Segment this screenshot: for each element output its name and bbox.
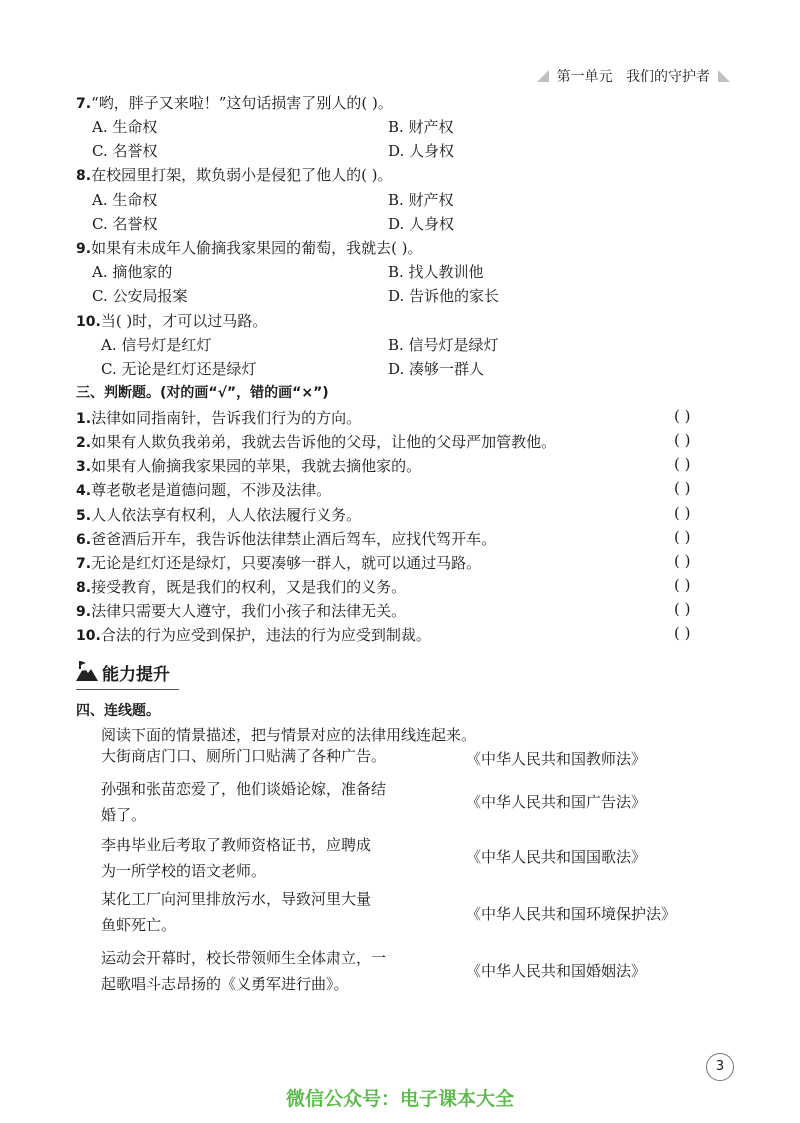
mountain-icon [76, 661, 98, 685]
judge-item: 8.接受教育，既是我们的权利，又是我们的义务。 [76, 578, 407, 596]
scene-item[interactable]: 运动会开幕时，校长带领师生全体肃立，一 起歌唱斗志昂扬的《义勇军进行曲》。 [101, 949, 387, 993]
ability-title: 能力提升 [102, 665, 170, 685]
option: D. 人身权 [388, 142, 455, 160]
question-10: 10.当( )时，才可以过马路。 [76, 312, 268, 330]
page-header [537, 66, 730, 86]
question-text: “哟，胖子又来啦！”这句话损害了别人的( )。 [91, 94, 393, 112]
law-item[interactable]: 《中华人民共和国环境保护法》 [466, 905, 677, 923]
option: C. 无论是红灯还是绿灯 [101, 360, 257, 378]
section-title: 四、连线题。 [76, 703, 160, 719]
question-7: 7.“哟，胖子又来啦！”这句话损害了别人的( )。 [76, 94, 393, 112]
answer-blank[interactable]: ( ) [674, 455, 691, 473]
judge-item: 1.法律如同指南针，告诉我们行为的方向。 [76, 409, 362, 427]
judge-item: 4.尊老敬老是道德问题，不涉及法律。 [76, 481, 332, 499]
law-item[interactable]: 《中华人民共和国婚姻法》 [466, 962, 647, 980]
page-number: 3 [706, 1053, 734, 1081]
judge-item: 5.人人依法享有权利，人人依法履行义务。 [76, 506, 362, 524]
law-item[interactable]: 《中华人民共和国教师法》 [466, 750, 647, 768]
option: A. 摘他家的 [92, 263, 173, 281]
question-text: 如果有未成年人偷摘我家果园的葡萄，我就去( )。 [91, 239, 423, 257]
instruction: 阅读下面的情景描述，把与情景对应的法律用线连起来。 [101, 726, 477, 744]
judge-item: 2.如果有人欺负我弟弟，我就去告诉他的父母，让他的父母严加管教他。 [76, 433, 557, 451]
option: C. 名誉权 [92, 215, 158, 233]
option: D. 人身权 [388, 215, 455, 233]
ability-heading [76, 660, 170, 685]
option: A. 生命权 [92, 118, 158, 136]
section-title: 三、判断题。(对的画“√”，错的画“×”) [76, 385, 329, 401]
judge-item: 3.如果有人偷摘我家果园的苹果，我就去摘他家的。 [76, 457, 422, 475]
judge-item: 7.无论是红灯还是绿灯，只要凑够一群人，就可以通过马路。 [76, 554, 482, 572]
answer-blank[interactable]: ( ) [674, 576, 691, 594]
law-item[interactable]: 《中华人民共和国广告法》 [466, 793, 647, 811]
question-text: 在校园里打架，欺负弱小是侵犯了他人的( )。 [91, 166, 393, 184]
answer-blank[interactable]: ( ) [674, 479, 691, 497]
option: A. 信号灯是红灯 [101, 336, 212, 354]
option: C. 名誉权 [92, 142, 158, 160]
question-text: 当( )时，才可以过马路。 [100, 312, 268, 330]
option: A. 生命权 [92, 191, 158, 209]
scene-item[interactable]: 李冉毕业后考取了教师资格证书，应聘成 为一所学校的语文老师。 [101, 836, 372, 880]
judge-item: 9.法律只需要大人遵守，我们小孩子和法律无关。 [76, 602, 407, 620]
judge-item: 10.合法的行为应受到保护，违法的行为应受到制裁。 [76, 626, 431, 644]
option: B. 财产权 [388, 118, 454, 136]
judge-item: 6.爸爸酒后开车，我告诉他法律禁止酒后驾车，应找代驾开车。 [76, 530, 497, 548]
scene-item[interactable]: 某化工厂向河里排放污水，导致河里大量 鱼虾死亡。 [101, 890, 372, 934]
scene-item[interactable]: 孙强和张苗恋爱了，他们谈婚论嫁，准备结 婚了。 [101, 780, 387, 824]
footer-watermark: 微信公众号：电子课本大全 [285, 1088, 514, 1110]
answer-blank[interactable]: ( ) [674, 528, 691, 546]
law-item[interactable]: 《中华人民共和国国歌法》 [466, 848, 647, 866]
question-8: 8.在校园里打架，欺负弱小是侵犯了他人的( )。 [76, 166, 393, 184]
answer-blank[interactable]: ( ) [674, 600, 691, 618]
scene-item[interactable]: 大街商店门口、厕所门口贴满了各种广告。 [101, 747, 387, 765]
option: B. 信号灯是绿灯 [388, 336, 499, 354]
divider [76, 689, 179, 690]
triangle-icon [718, 70, 730, 82]
answer-blank[interactable]: ( ) [674, 552, 691, 570]
triangle-icon [537, 70, 549, 82]
option: D. 凑够一群人 [388, 360, 485, 378]
unit-title: 我们的守护者 [626, 69, 710, 85]
option: C. 公安局报案 [92, 287, 188, 305]
answer-blank[interactable]: ( ) [674, 407, 691, 425]
option: B. 财产权 [388, 191, 454, 209]
answer-blank[interactable]: ( ) [674, 504, 691, 522]
question-9: 9.如果有未成年人偷摘我家果园的葡萄，我就去( )。 [76, 239, 423, 257]
answer-blank[interactable]: ( ) [674, 624, 691, 642]
unit-label: 第一单元 [556, 69, 613, 85]
answer-blank[interactable]: ( ) [674, 431, 691, 449]
option: B. 找人教训他 [388, 263, 484, 281]
option: D. 告诉他的家长 [388, 287, 500, 305]
